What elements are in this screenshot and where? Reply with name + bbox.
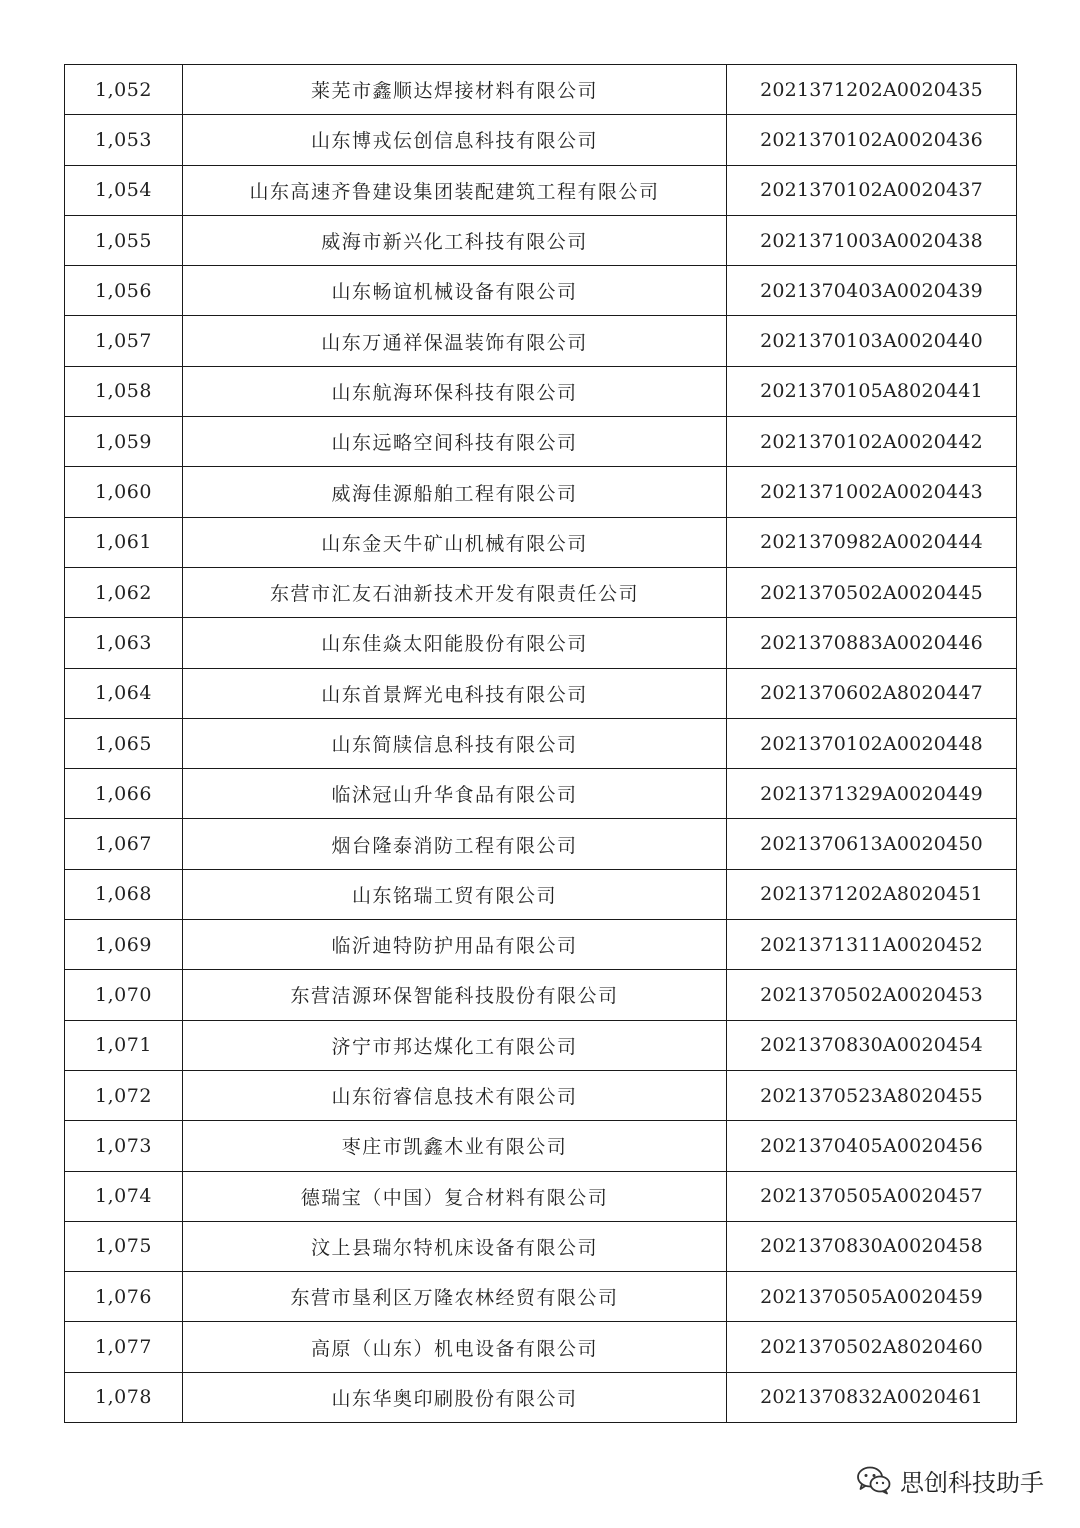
row-number: 1,059	[65, 417, 183, 467]
company-name: 山东航海环保科技有限公司	[183, 366, 727, 416]
company-name: 山东铭瑞工贸有限公司	[183, 869, 727, 919]
company-name: 临沂迪特防护用品有限公司	[183, 920, 727, 970]
registration-code: 2021370405A0020456	[727, 1121, 1017, 1171]
row-number: 1,077	[65, 1322, 183, 1372]
company-name: 烟台隆泰消防工程有限公司	[183, 819, 727, 869]
registration-code: 2021371202A0020435	[727, 65, 1017, 115]
row-number: 1,073	[65, 1121, 183, 1171]
table-row	[65, 920, 1017, 970]
registration-code: 2021370613A0020450	[727, 819, 1017, 869]
row-number: 1,062	[65, 567, 183, 617]
company-name: 威海佳源船舶工程有限公司	[183, 467, 727, 517]
registration-code: 2021370102A0020442	[727, 417, 1017, 467]
company-name: 山东远略空间科技有限公司	[183, 417, 727, 467]
company-name: 临沭冠山升华食品有限公司	[183, 769, 727, 819]
registration-code: 2021370502A0020453	[727, 970, 1017, 1020]
table-row	[65, 1020, 1017, 1070]
row-number: 1,075	[65, 1221, 183, 1271]
registration-code: 2021370103A0020440	[727, 316, 1017, 366]
row-number: 1,055	[65, 215, 183, 265]
wechat-icon	[856, 1465, 892, 1495]
company-name: 高原（山东）机电设备有限公司	[183, 1322, 727, 1372]
company-name: 汶上县瑞尔特机床设备有限公司	[183, 1221, 727, 1271]
row-number: 1,072	[65, 1070, 183, 1120]
row-number: 1,068	[65, 869, 183, 919]
registration-code: 2021370523A8020455	[727, 1070, 1017, 1120]
company-name: 山东衍睿信息技术有限公司	[183, 1070, 727, 1120]
table-row	[65, 819, 1017, 869]
registration-code: 2021370832A0020461	[727, 1372, 1017, 1422]
registration-code: 2021370505A0020457	[727, 1171, 1017, 1221]
company-name: 威海市新兴化工科技有限公司	[183, 215, 727, 265]
registration-code: 2021370982A0020444	[727, 517, 1017, 567]
table-row	[65, 1272, 1017, 1322]
row-number: 1,070	[65, 970, 183, 1020]
row-number: 1,054	[65, 165, 183, 215]
table-row	[65, 1121, 1017, 1171]
row-number: 1,053	[65, 115, 183, 165]
table-row	[65, 1070, 1017, 1120]
table-row	[65, 366, 1017, 416]
table-row	[65, 417, 1017, 467]
row-number: 1,069	[65, 920, 183, 970]
company-name: 莱芜市鑫顺达焊接材料有限公司	[183, 65, 727, 115]
registration-code: 2021370102A0020448	[727, 718, 1017, 768]
table-row	[65, 1322, 1017, 1372]
table-row	[65, 718, 1017, 768]
company-name: 东营市汇友石油新技术开发有限责任公司	[183, 567, 727, 617]
watermark	[856, 1458, 1044, 1502]
table-row	[65, 1221, 1017, 1271]
row-number: 1,078	[65, 1372, 183, 1422]
registration-code: 2021371202A8020451	[727, 869, 1017, 919]
company-name: 济宁市邦达煤化工有限公司	[183, 1020, 727, 1070]
table-row	[65, 266, 1017, 316]
row-number: 1,076	[65, 1272, 183, 1322]
company-name: 山东佳焱太阳能股份有限公司	[183, 618, 727, 668]
company-name: 山东博戎伝创信息科技有限公司	[183, 115, 727, 165]
table-row	[65, 65, 1017, 115]
registration-code: 2021370403A0020439	[727, 266, 1017, 316]
registration-code: 2021370105A8020441	[727, 366, 1017, 416]
row-number: 1,071	[65, 1020, 183, 1070]
row-number: 1,061	[65, 517, 183, 567]
row-number: 1,067	[65, 819, 183, 869]
row-number: 1,065	[65, 718, 183, 768]
table-row	[65, 115, 1017, 165]
registry-table	[64, 64, 1017, 1423]
row-number: 1,057	[65, 316, 183, 366]
watermark-text: 思创科技助手	[900, 1468, 1044, 1497]
registration-code: 2021370102A0020436	[727, 115, 1017, 165]
registration-code: 2021370883A0020446	[727, 618, 1017, 668]
table-row	[65, 467, 1017, 517]
company-name: 东营洁源环保智能科技股份有限公司	[183, 970, 727, 1020]
company-name: 山东高速齐鲁建设集团装配建筑工程有限公司	[183, 165, 727, 215]
company-name: 德瑞宝（中国）复合材料有限公司	[183, 1171, 727, 1221]
row-number: 1,058	[65, 366, 183, 416]
company-name: 山东金天牛矿山机械有限公司	[183, 517, 727, 567]
registration-code: 2021370102A0020437	[727, 165, 1017, 215]
company-name: 山东华奥印刷股份有限公司	[183, 1372, 727, 1422]
company-name: 山东简牍信息科技有限公司	[183, 718, 727, 768]
registration-code: 2021371003A0020438	[727, 215, 1017, 265]
company-name: 枣庄市凯鑫木业有限公司	[183, 1121, 727, 1171]
registration-code: 2021370602A8020447	[727, 668, 1017, 718]
table-row	[65, 1171, 1017, 1221]
row-number: 1,060	[65, 467, 183, 517]
row-number: 1,074	[65, 1171, 183, 1221]
company-name: 山东畅谊机械设备有限公司	[183, 266, 727, 316]
registration-code: 2021370505A0020459	[727, 1272, 1017, 1322]
registration-code: 2021371002A0020443	[727, 467, 1017, 517]
table-body	[65, 65, 1017, 1423]
table-row	[65, 567, 1017, 617]
registration-code: 2021370830A0020454	[727, 1020, 1017, 1070]
registration-code: 2021371329A0020449	[727, 769, 1017, 819]
row-number: 1,064	[65, 668, 183, 718]
table-row	[65, 769, 1017, 819]
table-row	[65, 165, 1017, 215]
company-name: 山东首景辉光电科技有限公司	[183, 668, 727, 718]
table-row	[65, 869, 1017, 919]
table-row	[65, 1372, 1017, 1422]
table-row	[65, 668, 1017, 718]
company-name: 山东万通祥保温装饰有限公司	[183, 316, 727, 366]
table-row	[65, 618, 1017, 668]
registration-code: 2021370502A0020445	[727, 567, 1017, 617]
table-row	[65, 970, 1017, 1020]
row-number: 1,056	[65, 266, 183, 316]
row-number: 1,052	[65, 65, 183, 115]
table-row	[65, 316, 1017, 366]
registration-code: 2021370830A0020458	[727, 1221, 1017, 1271]
company-name: 东营市垦利区万隆农林经贸有限公司	[183, 1272, 727, 1322]
row-number: 1,063	[65, 618, 183, 668]
table-row	[65, 517, 1017, 567]
registration-code: 2021371311A0020452	[727, 920, 1017, 970]
row-number: 1,066	[65, 769, 183, 819]
registration-code: 2021370502A8020460	[727, 1322, 1017, 1372]
table-row	[65, 215, 1017, 265]
